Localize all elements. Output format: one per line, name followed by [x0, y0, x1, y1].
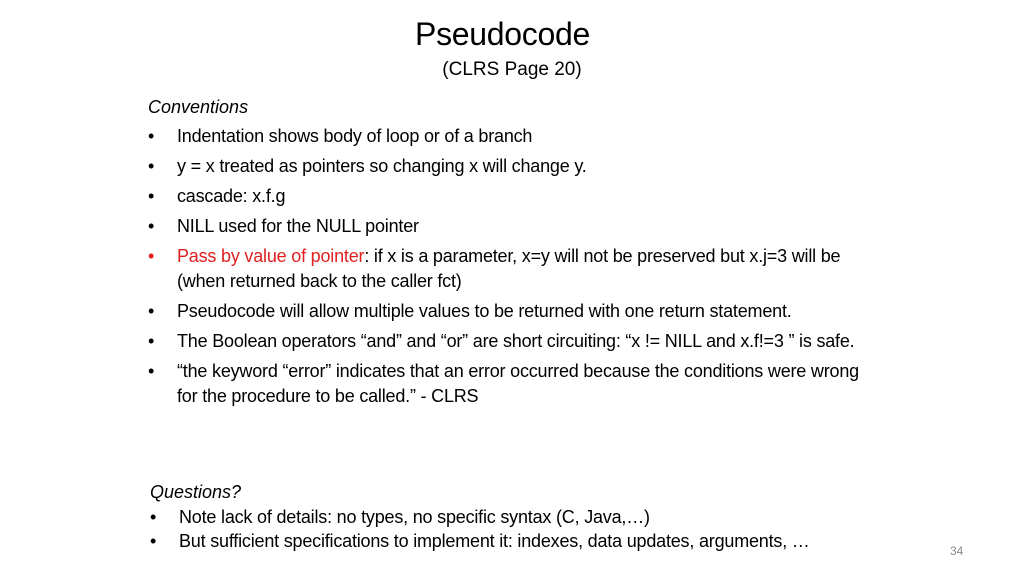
- list-item: [150, 529, 910, 553]
- slide-title: Pseudocode: [415, 16, 590, 52]
- questions-list: [150, 505, 910, 553]
- bullet-icon: •: [150, 531, 157, 551]
- list-item-highlighted: [148, 244, 868, 294]
- list-item: [148, 124, 868, 149]
- list-item: [148, 184, 868, 209]
- list-item-text: NILL used for the NULL pointer: [177, 216, 419, 236]
- conventions-heading: Conventions: [148, 97, 249, 117]
- bullet-icon: •: [150, 507, 157, 527]
- list-item: [148, 329, 868, 354]
- bullet-icon: •: [148, 216, 155, 236]
- conventions-list: [148, 124, 868, 414]
- bullet-icon: •: [148, 126, 155, 146]
- questions-heading: Questions?: [150, 482, 242, 502]
- slide-subtitle: (CLRS Page 20): [442, 59, 582, 80]
- list-item-text: Note lack of details: no types, no specific syntax (C, Java,…): [179, 507, 650, 527]
- page-number: 34: [950, 544, 964, 558]
- list-item: [148, 154, 868, 179]
- list-item-text: y = x treated as pointers so changing x will change y.: [177, 156, 587, 176]
- bullet-icon: •: [148, 156, 155, 176]
- list-item: [148, 214, 868, 239]
- list-item-text: But sufficient specifications to implement it: indexes, data updates, arguments, …: [179, 531, 810, 551]
- bullet-icon: •: [148, 186, 155, 206]
- bullet-icon: •: [148, 246, 155, 266]
- list-item-text: cascade: x.f.g: [177, 186, 286, 206]
- highlighted-text: Pass by value of pointer: [177, 246, 365, 266]
- bullet-icon: •: [148, 301, 155, 321]
- list-item-text: Pseudocode will allow multiple values to be returned with one return statement.: [177, 301, 792, 321]
- bullet-icon: •: [148, 361, 155, 381]
- list-item-text: “the keyword “error” indicates that an error occurred because the conditions were wrong for the procedure to be called.” - CLRS: [177, 361, 859, 406]
- list-item: [150, 505, 910, 529]
- list-item-text: Indentation shows body of loop or of a branch: [177, 126, 533, 146]
- list-item-text: : if x is a parameter, x=y will not be preserved but x.j=3 will be (when returned back to the caller fct): [177, 246, 841, 291]
- list-item: [148, 299, 868, 324]
- bullet-icon: •: [148, 331, 155, 351]
- list-item: [148, 359, 868, 409]
- list-item-text: The Boolean operators “and” and “or” are short circuiting: “x != NILL and x.f!=3 ” is safe.: [177, 331, 855, 351]
